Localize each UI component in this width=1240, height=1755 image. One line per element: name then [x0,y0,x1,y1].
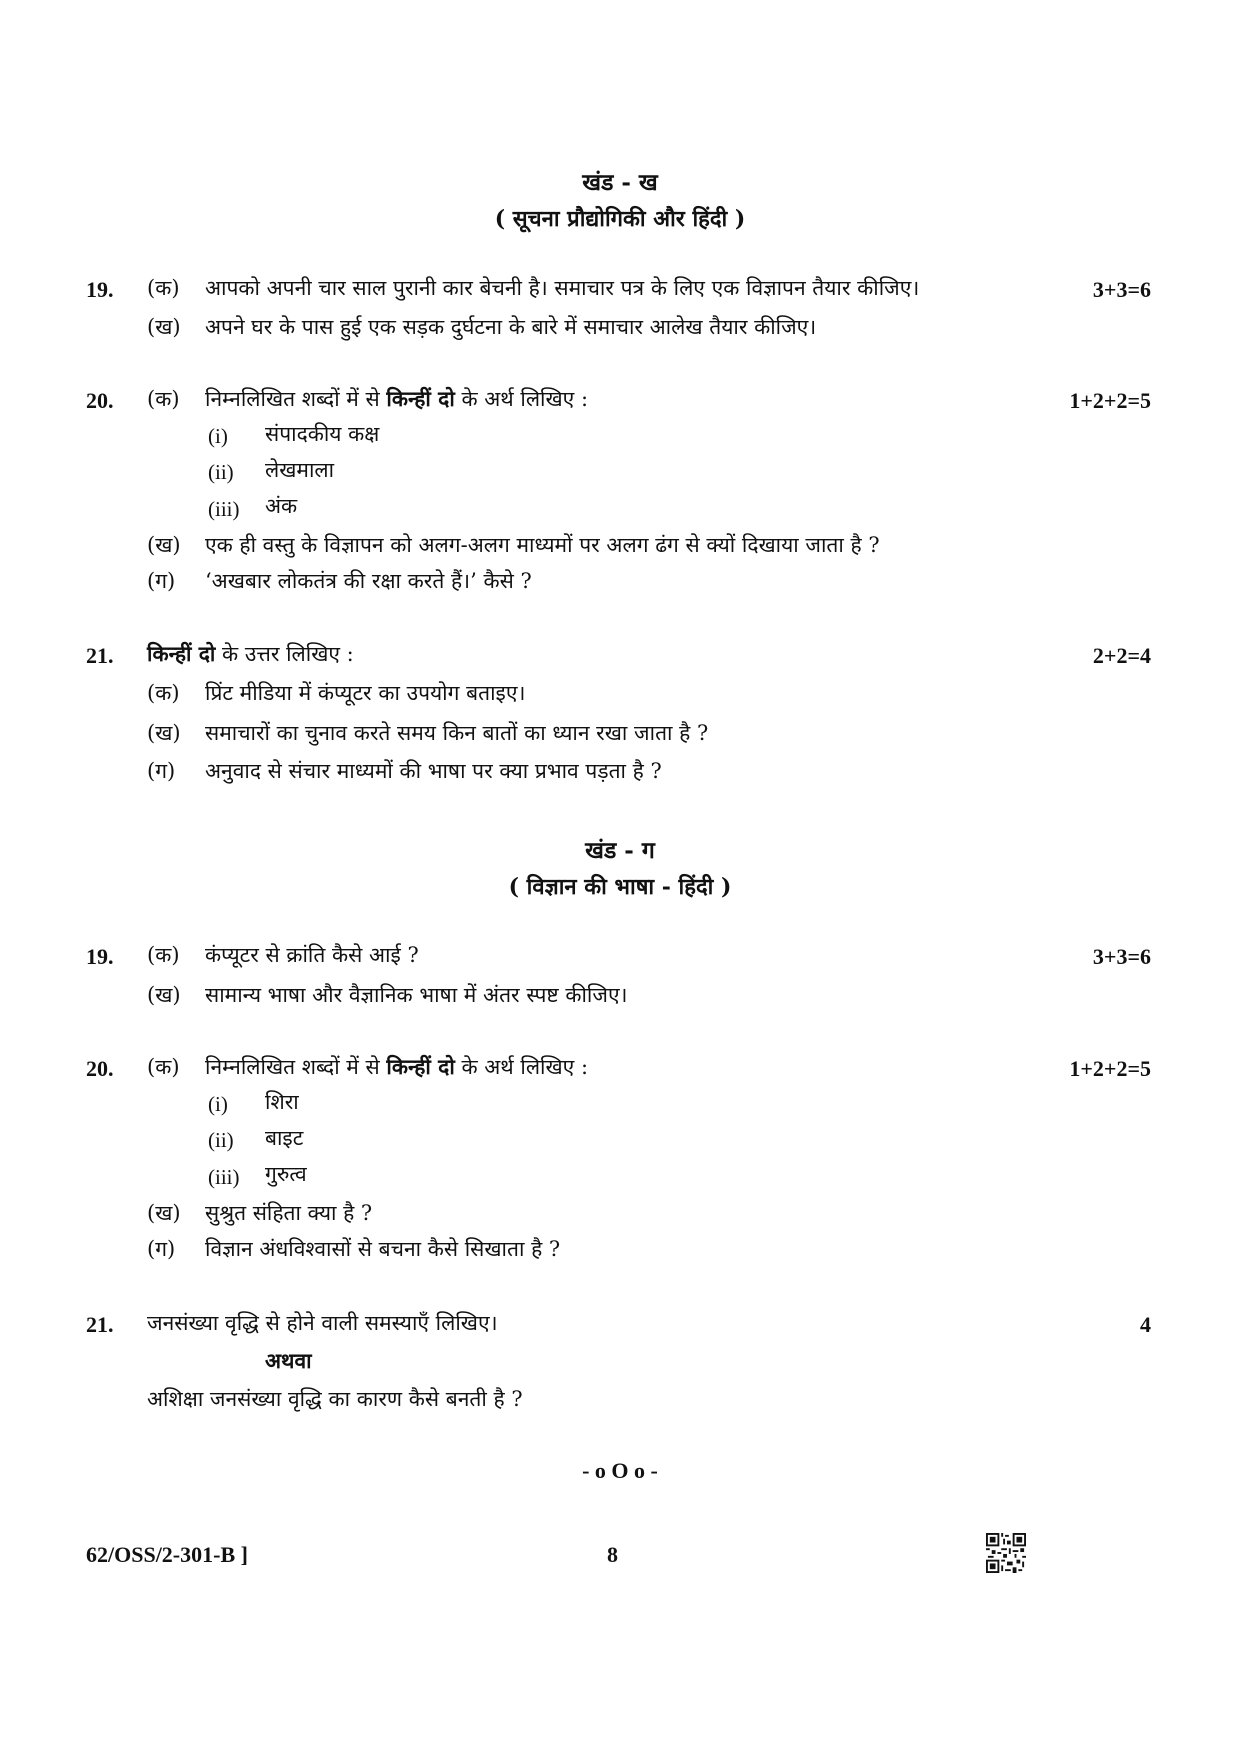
question-text: निम्नलिखित शब्दों में से किन्हीं दो के अर्थ लिखिए : [205,386,589,411]
question-text: आपको अपनी चार साल पुरानी कार बेचनी है। समाचार पत्र के लिए एक विज्ञापन तैयार कीजिए। [205,276,920,300]
item-roman: (iii) [208,497,240,521]
paper-code: 62/OSS/2-301-B ] [86,1542,248,1567]
question-text: ‘अखबार लोकतंत्र की रक्षा करते हैं।’ कैसे ? [205,569,532,593]
marks-label: 1+2+2=5 [1069,1056,1151,1081]
item-roman: (ii) [208,460,234,484]
section-b-subtitle: ( सूचना प्रौद्योगिकी और हिंदी ) [494,206,746,232]
question-text: अशिक्षा जनसंख्या वृद्धि का कारण कैसे बनती है ? [147,1387,523,1411]
end-of-paper-mark: - o O o - [582,1458,658,1483]
part-label: (क) [147,387,180,411]
question-text: प्रिंट मीडिया में कंप्यूटर का उपयोग बताइए। [205,681,526,705]
part-label: (ख) [147,983,181,1007]
part-label: (क) [147,276,180,300]
marks-label: 1+2+2=5 [1069,388,1151,413]
question-number: 21. [86,643,114,668]
question-text: सुश्रुत संहिता क्या है ? [205,1201,373,1225]
item-text: गुरुत्व [265,1162,307,1186]
part-label: (ख) [147,1201,181,1225]
question-text: सामान्य भाषा और वैज्ञानिक भाषा में अंतर स्पष्ट कीजिए। [205,983,628,1007]
qr-code-icon [986,1533,1026,1573]
item-roman: (i) [208,1092,228,1116]
question-text: एक ही वस्तु के विज्ञापन को अलग-अलग माध्यमों पर अलग ढंग से क्यों दिखाया जाता है ? [205,533,880,557]
marks-label: 2+2=4 [1092,643,1151,668]
question-text: जनसंख्या वृद्धि से होने वाली समस्याएँ लिखिए। [147,1311,498,1335]
section-c-title: खंड - ग [585,837,655,864]
part-label: (ग) [147,759,176,783]
item-roman: (iii) [208,1165,240,1189]
part-label: (क) [147,943,180,967]
or-label: अथवा [265,1348,312,1373]
question-text: कंप्यूटर से क्रांति कैसे आई ? [205,943,419,967]
part-label: (क) [147,681,180,705]
section-b-title: खंड - ख [582,169,658,196]
part-label: (ख) [147,315,181,339]
part-label: (ख) [147,721,181,745]
question-number: 19. [86,277,114,302]
question-text: अपने घर के पास हुई एक सड़क दुर्घटना के बारे में समाचार आलेख तैयार कीजिए। [205,315,817,339]
question-text: अनुवाद से संचार माध्यमों की भाषा पर क्या प्रभाव पड़ता है ? [205,759,662,783]
item-text: संपादकीय कक्ष [265,422,380,446]
question-text: निम्नलिखित शब्दों में से किन्हीं दो के अर्थ लिखिए : [205,1054,589,1079]
item-roman: (ii) [208,1128,234,1152]
question-number: 21. [86,1312,114,1337]
marks-label: 3+3=6 [1092,944,1151,969]
question-text: समाचारों का चुनाव करते समय किन बातों का ध्यान रखा जाता है ? [205,721,709,745]
item-text: लेखमाला [265,458,335,482]
marks-label: 3+3=6 [1092,277,1151,302]
item-text: शिरा [265,1090,299,1114]
section-c-subtitle: ( विज्ञान की भाषा - हिंदी ) [508,874,732,900]
item-text: अंक [265,494,298,518]
question-text: किन्हीं दो के उत्तर लिखिए : [147,641,354,666]
question-text: विज्ञान अंधविश्वासों से बचना कैसे सिखाता है ? [205,1237,561,1261]
part-label: (क) [147,1055,180,1079]
question-number: 19. [86,944,114,969]
marks-label: 4 [1140,1312,1151,1337]
page-number: 8 [607,1542,618,1567]
item-roman: (i) [208,424,228,448]
part-label: (ग) [147,569,176,593]
question-number: 20. [86,388,114,413]
part-label: (ग) [147,1237,176,1261]
item-text: बाइट [265,1126,304,1150]
question-number: 20. [86,1056,114,1081]
part-label: (ख) [147,533,181,557]
